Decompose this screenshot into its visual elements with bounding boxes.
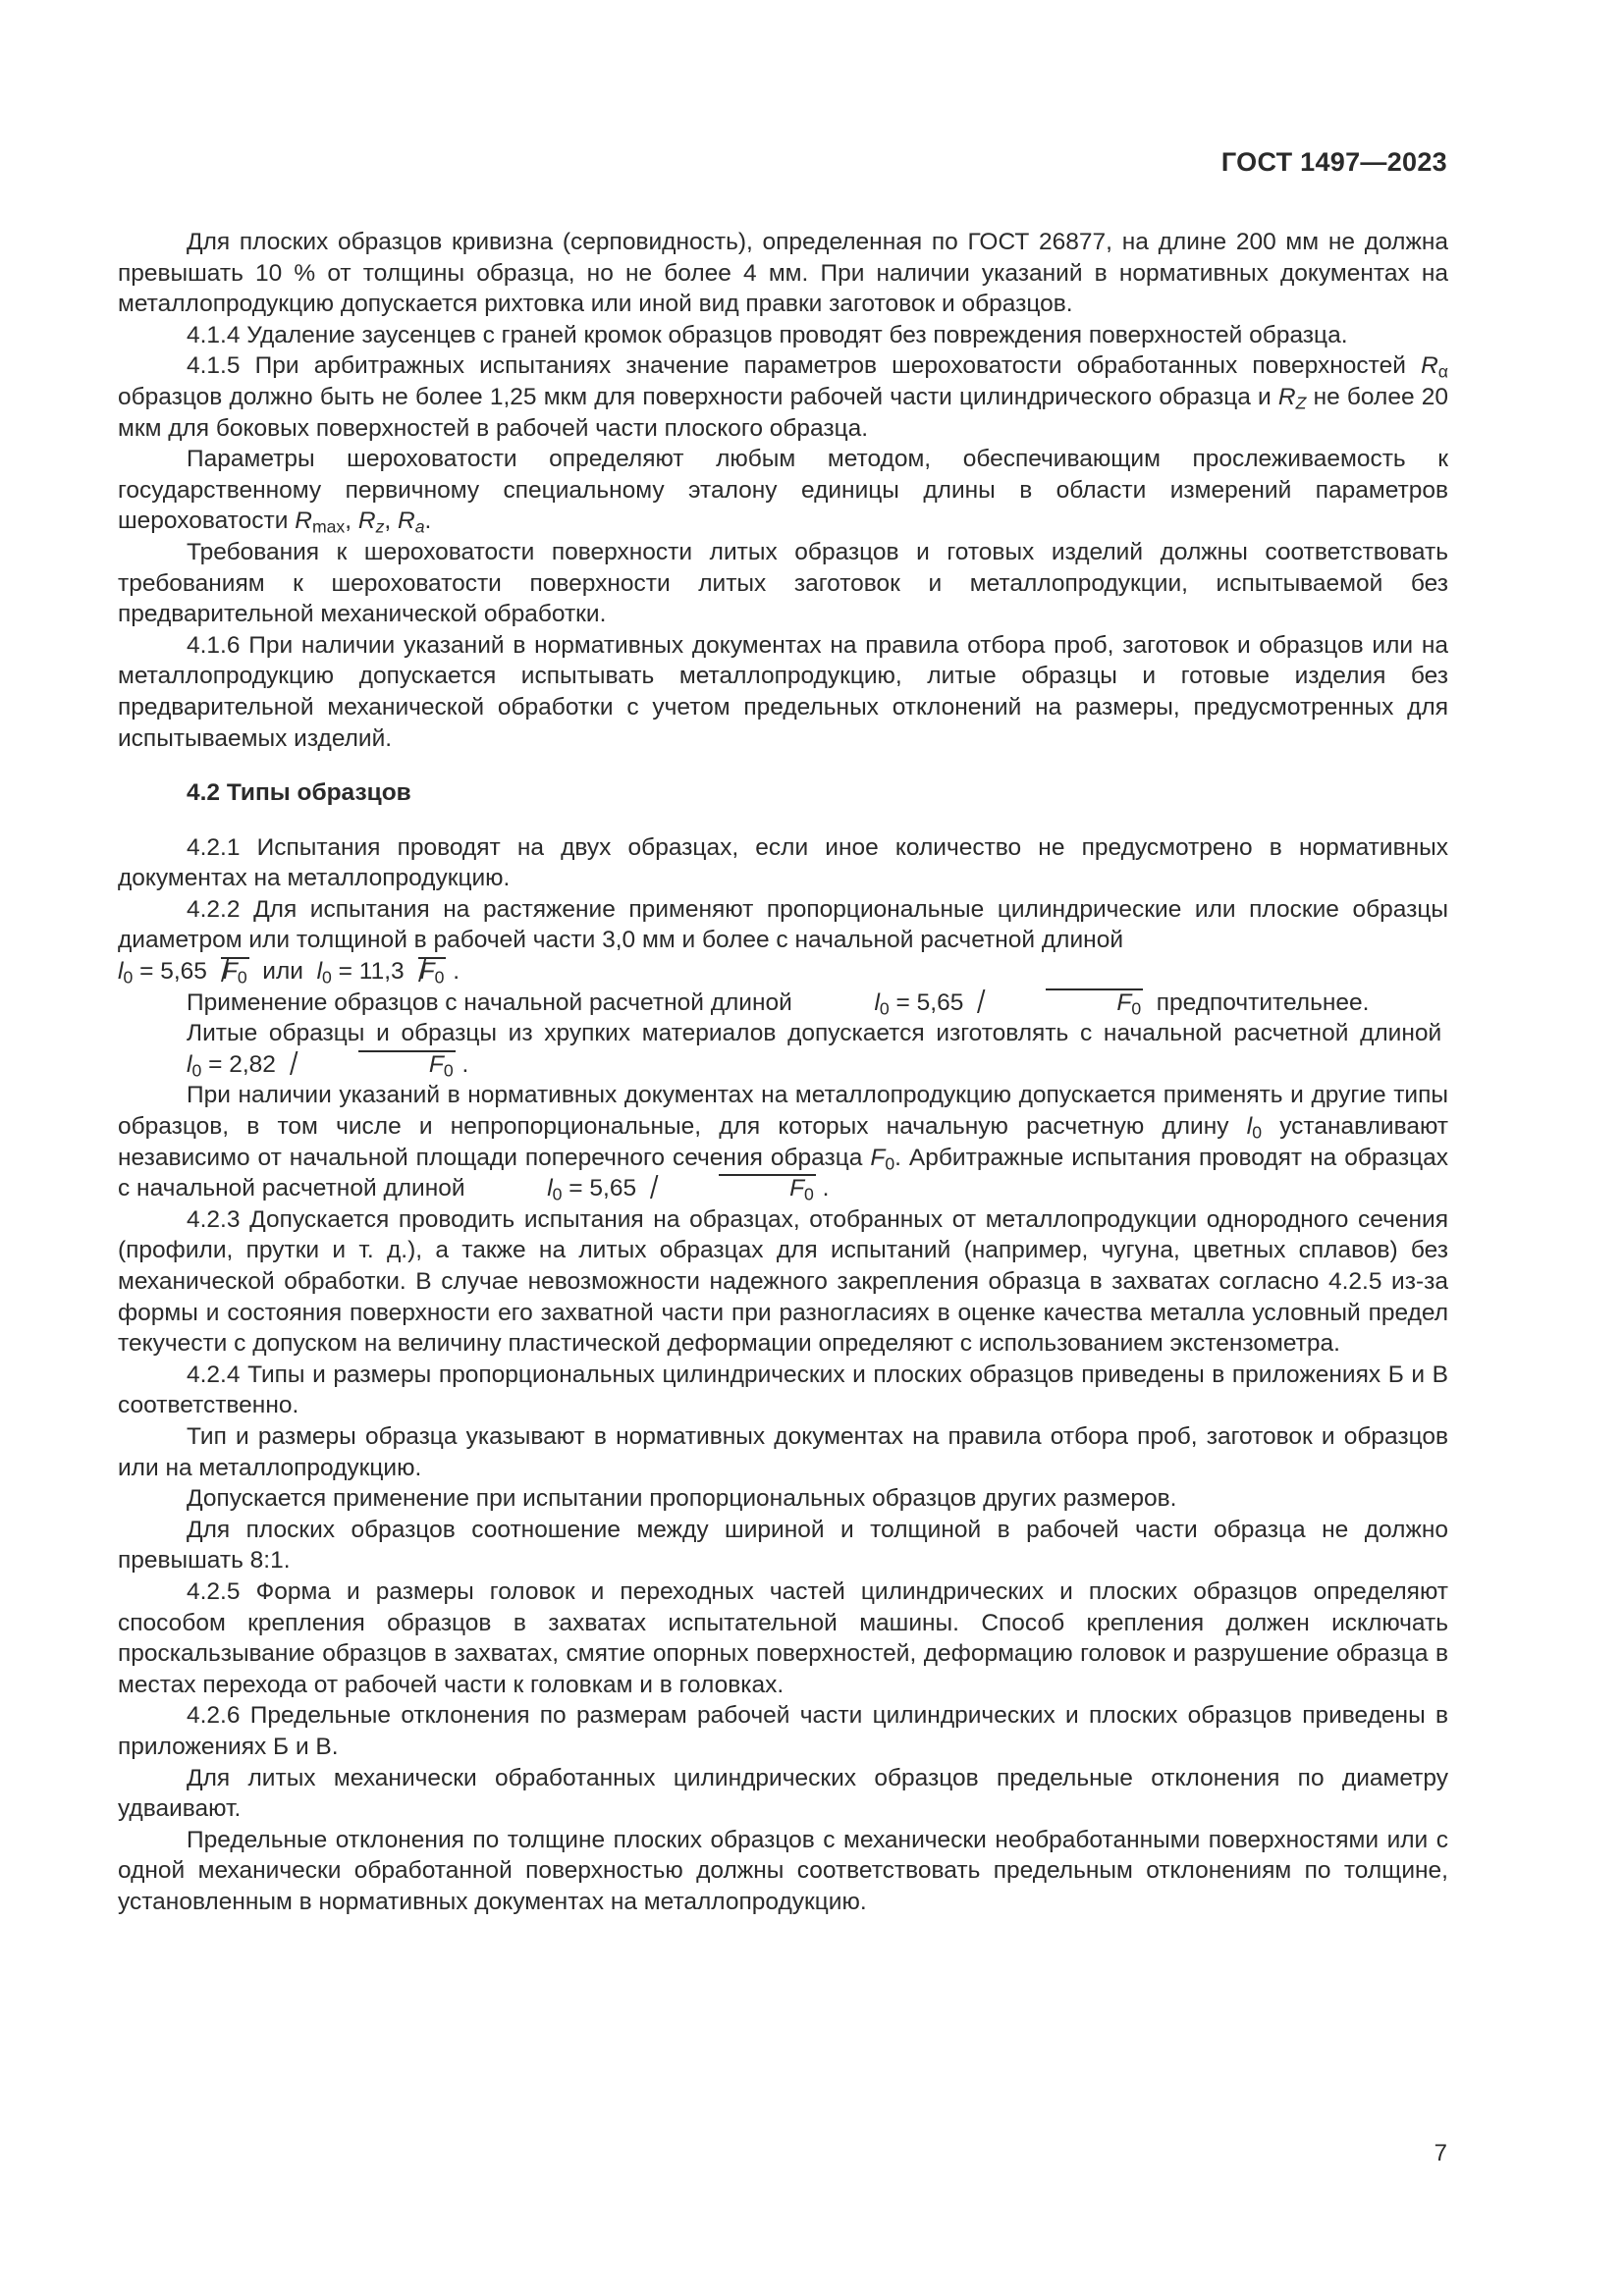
formula-565-arbitration: $l_0 = 5,65$ $F_0$ xyxy=(547,1175,814,1204)
paragraph-flat-curvature: Для плоских образцов кривизна (серповидность), определенная по ГОСТ 26877, на длине 200 мм не должна превышать 10 % от толщины образца, но не более 4 мм. При наличии указаний в нормативных документах на металлопродукцию допускается рихтовка или иной вид правки заготовок и образцов. xyxy=(118,229,1448,318)
paragraph-4-2-2-formulas: $l_0 = 5,65$ $F_0$ или $l_0 = 11,3$ $F_0$ . xyxy=(118,958,460,988)
sqrt-icon: $F_0$ xyxy=(207,956,249,988)
paragraph-4-1-4: 4.1.4 Удаление заусенцев с граней кромок образцов проводят без повреждения поверхностей образца. xyxy=(187,321,1348,348)
paragraph-4-1-5: 4.1.5 При арбитражных испытаниях значение параметров шероховатости обработанных поверхностей $R_\alpha$ образцов должно быть не более 1,25 мкм для поверхности рабочей части цилиндрического образца и $R_Z$ не более 20 мкм для боковых поверхностей в рабочей части плоского образца. xyxy=(118,352,1449,442)
paragraph-nonproportional: При наличии указаний в нормативных документах на металлопродукцию допускается применять и другие типы образцов, в том числе и непропорциональные, для которых начальную расчетную длину $l_0$ устанавливают независимо от начальной площади поперечного сечения образца $F_0$. Арбитражные испытания проводят на образцах с начальной расчетной длиной $l_0 = 5,65$ $F_0$ . xyxy=(118,1082,1449,1204)
section-heading-4-2: 4.2 Типы образцов xyxy=(187,779,411,807)
paragraph-4-2-5: 4.2.5 Форма и размеры головок и переходных частей цилиндрических и плоских образцов определяют способом крепления образцов в захватах испытательной машины. Способ крепления должен исключать проскальзывание образцов в захватах, смятие опорных поверхностей, деформацию головок и разрушение образца в местах перехода от рабочей части к головкам и в головках. xyxy=(118,1577,1448,1698)
sqrt-icon: $F_0$ xyxy=(963,988,1143,1019)
document-body xyxy=(118,227,1448,1917)
paragraph-4-1-6: 4.1.6 При наличии указаний в нормативных документах на правила отбора проб, заготовок и образцов или на металлопродукцию допускается испытывать металлопродукцию, литые образцы и готовые изделия без предварительной механической обработки с учетом предельных отклонений на размеры, предусмотренных для испытываемых изделий. xyxy=(118,631,1448,752)
paragraph-cast-brittle: Литые образцы и образцы из хрупких материалов допускается изготовлять с начальной расчетной длиной $l_0 = 2,82$ $F_0$ . xyxy=(118,1018,1448,1080)
formula-565-preferred: $l_0 = 5,65$ $F_0$ xyxy=(874,988,1142,1019)
paragraph-4-2-2: 4.2.2 Для испытания на растяжение применяют пропорциональные цилиндрические или плоские образцы диаметром или толщиной в рабочей части 3,0 мм и более с начальной расчетной длиной xyxy=(118,895,1448,954)
paragraph-preferred-length: Применение образцов с начальной расчетной длиной $l_0 = 5,65$ $F_0$ предпочтительнее. xyxy=(187,988,1370,1019)
paragraph-width-ratio: Для плоских образцов соотношение между шириной и толщиной в рабочей части образца не должно превышать 8:1. xyxy=(118,1516,1448,1575)
sqrt-icon: $F_0$ xyxy=(276,1049,456,1081)
document-code: ГОСТ 1497—2023 xyxy=(1220,147,1447,177)
paragraph-4-2-1: 4.2.1 Испытания проводят на двух образцах, если иное количество не предусмотрено в нормативных документах на металлопродукцию. xyxy=(118,833,1448,892)
formula-565: $l_0 = 5,65$ $F_0$ xyxy=(118,958,247,988)
paragraph-other-sizes: Допускается применение при испытании пропорциональных образцов других размеров. xyxy=(187,1485,1177,1513)
paragraph-4-2-6: 4.2.6 Предельные отклонения по размерам рабочей части цилиндрических и плоских образцов приведены в приложениях Б и В. xyxy=(118,1702,1448,1760)
sqrt-icon: $F_0$ xyxy=(405,956,447,988)
paragraph-thickness-tolerance: Предельные отклонения по толщине плоских образцов с механически необработанными поверхностями или с одной механически обработанной поверхностью должны соответствовать предельным отклонениям по толщине, установленным в нормативных документах на металлопродукцию. xyxy=(118,1826,1448,1915)
paragraph-cast-roughness: Требования к шероховатости поверхности литых образцов и готовых изделий должны соответствовать требованиям к шероховатости поверхности литых заготовок и металлопродукции, испытываемой без предварительной механической обработки. xyxy=(118,538,1448,628)
paragraph-cast-diameter: Для литых механически обработанных цилиндрических образцов предельные отклонения по диаметру удваивают. xyxy=(118,1764,1448,1823)
sqrt-icon: $F_0$ xyxy=(636,1173,816,1204)
formula-282: $l_0 = 2,82$ $F_0$ xyxy=(187,1050,454,1081)
page-number: 7 xyxy=(1434,2140,1447,2166)
paragraph-4-2-3: 4.2.3 Допускается проводить испытания на образцах, отобранных от металлопродукции однородного сечения (профили, прутки и т. д.), а также на литых образцах для испытаний (например, чугуна, цветных сплавов) без механической обработки. В случае невозможности надежного закрепления образца в захватах согласно 4.2.5 из-за формы и состояния поверхности его захватной части при разногласиях в оценке качества металла условный предел текучести с допуском на величину пластической деформации определяют с использованием экстензометра. xyxy=(118,1205,1448,1358)
formula-113: $l_0 = 11,3$ $F_0$ xyxy=(316,958,445,988)
paragraph-4-2-4: 4.2.4 Типы и размеры пропорциональных цилиндрических и плоских образцов приведены в приложениях Б и В соответственно. xyxy=(118,1361,1448,1419)
paragraph-type-size: Тип и размеры образца указывают в нормативных документах на правила отбора проб, заготовок и образцов или на металлопродукцию. xyxy=(118,1422,1448,1481)
paragraph-roughness-params: Параметры шероховатости определяют любым методом, обеспечивающим прослеживаемость к государственному первичному специальному эталону единицы длины в области измерений параметров шероховатости $R_{max}$, $R_z$, $R_a$. xyxy=(118,446,1448,537)
